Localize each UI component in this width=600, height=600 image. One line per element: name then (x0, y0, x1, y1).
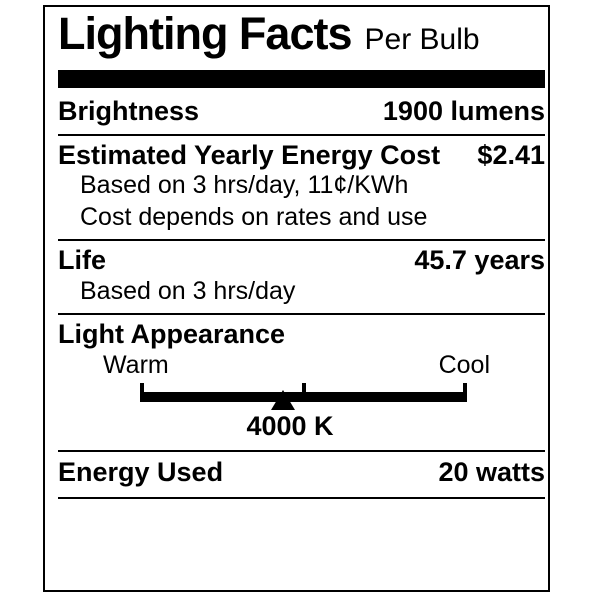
life-value: 45.7 years (414, 245, 545, 275)
energy-used-label: Energy Used (58, 457, 224, 487)
header-divider-bar (58, 70, 545, 88)
separator-line (58, 134, 545, 136)
light-appearance-label: Light Appearance (58, 319, 286, 349)
energy-cost-note-1: Based on 3 hrs/day, 11¢/KWh (80, 171, 409, 199)
life-row (58, 247, 545, 274)
brightness-label: Brightness (58, 96, 200, 126)
separator-line (58, 239, 545, 241)
energy-cost-row (58, 142, 545, 169)
lighting-facts-label (43, 5, 550, 592)
warm-label: Warm (103, 351, 169, 379)
life-label: Life (58, 245, 107, 275)
light-appearance-row (58, 321, 545, 348)
separator-line (58, 450, 545, 452)
color-temperature-scale (140, 383, 467, 413)
scale-bar (140, 392, 467, 402)
label-subtitle: Per Bulb (364, 23, 480, 56)
separator-line (58, 497, 545, 499)
brightness-value: 1900 lumens (382, 96, 545, 126)
color-temp-marker-icon (271, 390, 295, 410)
kelvin-value: 4000 K (246, 411, 334, 441)
energy-used-value: 20 watts (438, 457, 545, 487)
life-note: Based on 3 hrs/day (80, 277, 296, 305)
energy-cost-label: Estimated Yearly Energy Cost (58, 140, 441, 170)
energy-cost-value: $2.41 (477, 140, 545, 170)
brightness-row (58, 98, 545, 125)
label-title: Lighting Facts (58, 8, 352, 59)
energy-cost-note-2: Cost depends on rates and use (80, 203, 428, 231)
cool-label: Cool (438, 351, 490, 379)
warm-cool-labels (103, 353, 490, 378)
label-header (58, 9, 480, 59)
energy-used-row (58, 459, 545, 486)
separator-line (58, 313, 545, 315)
